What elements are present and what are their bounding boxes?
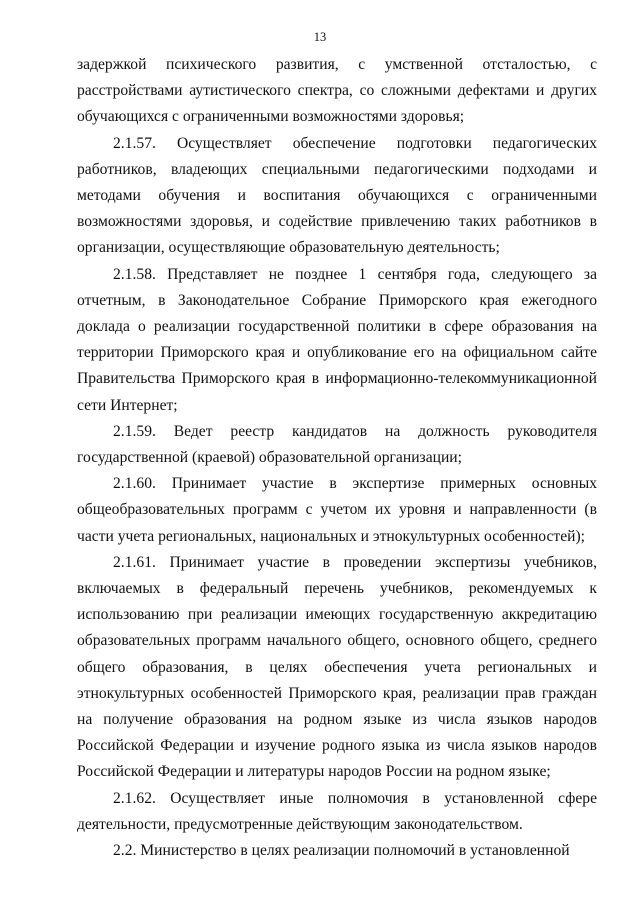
paragraph-2-1-61: 2.1.61. Принимает участие в проведении экспертизы учебников, включаемых в федеральный перечень учебников, рекомендуемых к использованию при реализации имеющих государственную аккредитацию образовательных программ начального общего, основного общего, среднего общего образования, в целях обеспечения учета региональных и этнокультурных особенностей Приморского края, реализации прав граждан на получение образования на родном языке из числа языков народов Российской Федерации и изучение родного языка из числа языков народов Российской Федерации и литературы народов России на родном языке;	[77, 553, 597, 781]
paragraph-2-1-62: 2.1.62. Осуществляет иные полномочия в установленной сфере деятельности, предусмотренные действующим законодательством.	[77, 789, 597, 833]
document-body	[77, 52, 597, 864]
paragraph-continuation: задержкой психического развития, с умственной отсталостью, с расстройствами аутистического спектра, со сложными дефектами и других обучающихся с ограниченными возможностями здоровья;	[77, 56, 597, 126]
paragraph-2-2: 2.2. Министерство в целях реализации полномочий в установленной	[113, 842, 570, 860]
page-number: 13	[313, 30, 327, 44]
paragraph-2-1-57: 2.1.57. Осуществляет обеспечение подготовки педагогических работников, владеющих специальными педагогическими подходами и методами обучения и воспитания обучающихся с ограниченными возможностями здоровья, и содействие привлечению таких работников в организации, осуществляющие образовательную деятельность;	[77, 134, 597, 257]
paragraph-2-1-59: 2.1.59. Ведет реестр кандидатов на должность руководителя государственной (краевой) образовательной организации;	[77, 422, 597, 467]
paragraph-2-1-60: 2.1.60. Принимает участие в экспертизе примерных основных общеобразовательных программ с учетом их уровня и направленности (в части учета региональных, национальных и этнокультурных особенностей);	[77, 475, 597, 545]
paragraph-2-1-58: 2.1.58. Представляет не позднее 1 сентября года, следующего за отчетным, в Законодательное Собрание Приморского края ежегодного доклада о реализации государственной политики в сфере образования на территории Приморского края и опубликование его на официальном сайте Правительства Приморского края в информационно-телекоммуникационной сети Интернет;	[77, 265, 597, 414]
